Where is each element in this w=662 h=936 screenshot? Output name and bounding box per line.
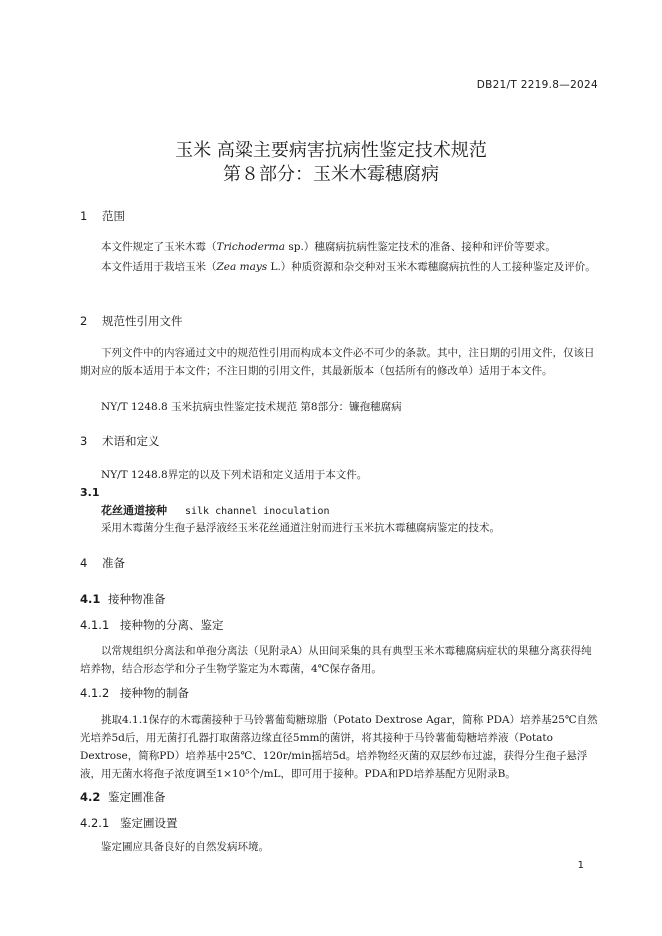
section-title: 准备 <box>102 556 125 570</box>
subsection-4-2-heading: 4.2 鉴定圃准备 <box>80 790 166 804</box>
section-number: 1 <box>80 209 88 223</box>
section-title: 规范性引用文件 <box>102 314 183 328</box>
normative-paragraph: 下列文件中的内容通过文中的规范性引用而构成本文件必不可少的条款。其中，注日期的引用文件，仅该日期对应的版本适用于本文件；不注日期的引用文件，其最新版本（包括所有的修改单）适用于本文件。 <box>80 347 595 377</box>
normative-reference: NY/T 1248.8 玉米抗病虫性鉴定技术规范 第8部分：镰孢穗腐病 <box>101 401 402 413</box>
term-english: silk channel inoculation <box>185 506 330 517</box>
nursery-paragraph: 鉴定圃应具备良好的自然发病环境。 <box>101 841 269 853</box>
section-number: 3 <box>80 434 88 448</box>
section-number: 4 <box>80 556 88 570</box>
subsection-4-2-1-heading: 4.2.1 鉴定圃设置 <box>80 816 178 830</box>
scope-paragraph-2: 本文件适用于栽培玉米（Zea mays L.）种质资源和杂交种对玉米木霉穗腐病抗性的人工接种鉴定及评价。 <box>101 261 596 273</box>
scope-paragraph-1: 本文件规定了玉米木霉（Trichoderma sp.）穗腐病抗病性鉴定技术的准备、接种和评价等要求。 <box>101 241 556 253</box>
document-title: 玉米 高粱主要病害抗病性鉴定技术规范 <box>175 140 487 161</box>
terms-intro: NY/T 1248.8界定的以及下列术语和定义适用于本文件。 <box>101 469 368 481</box>
page-number: 1 <box>577 860 584 871</box>
term-chinese: 花丝通道接种 <box>101 504 167 517</box>
term-entry <box>101 502 330 518</box>
preparation-paragraph: 挑取4.1.1保存的木霉菌接种于马铃薯葡萄糖琼脂（Potato Dextrose Agar，简称 PDA）培养基25℃自然光培养5d后，用无菌打孔器打取菌落边缘直径5mm的菌饼，将其接种于马铃薯葡萄糖培养液（Potato Dextrose，简称PD）培养基中25℃、120r/min摇培5d。培养物经灭菌的双层纱布过滤，获得分生孢子悬浮液，用无菌水将孢子浓度调至1×10⁵个/mL，即可用于接种。PDA和PD培养基配方见附录B。 <box>80 714 598 780</box>
term-number: 3.1 <box>80 486 100 499</box>
section-2-heading <box>80 313 183 329</box>
subsection-4-1-heading: 4.1 接种物准备 <box>80 592 166 606</box>
document-code: DB21/T 2219.8—2024 <box>476 79 598 91</box>
section-4-heading <box>80 555 125 571</box>
section-3-heading <box>80 433 160 449</box>
section-title: 范围 <box>102 209 125 223</box>
section-title: 术语和定义 <box>102 434 160 448</box>
section-1-heading <box>80 208 125 224</box>
subsection-4-1-1-heading: 4.1.1 接种物的分离、鉴定 <box>80 618 224 632</box>
section-number: 2 <box>80 314 88 328</box>
isolation-paragraph: 以常规组织分离法和单孢分离法（见附录A）从田间采集的具有典型玉米木霉穗腐病症状的果穗分离获得纯培养物，结合形态学和分子生物学鉴定为木霉菌，4℃保存备用。 <box>80 645 592 675</box>
term-definition: 采用木霉菌分生孢子悬浮液经玉米花丝通道注射而进行玉米抗木霉穗腐病鉴定的技术。 <box>101 522 500 534</box>
subsection-4-1-2-heading: 4.1.2 接种物的制备 <box>80 686 189 700</box>
document-subtitle: 第８部分：玉米木霉穗腐病 <box>223 164 439 185</box>
